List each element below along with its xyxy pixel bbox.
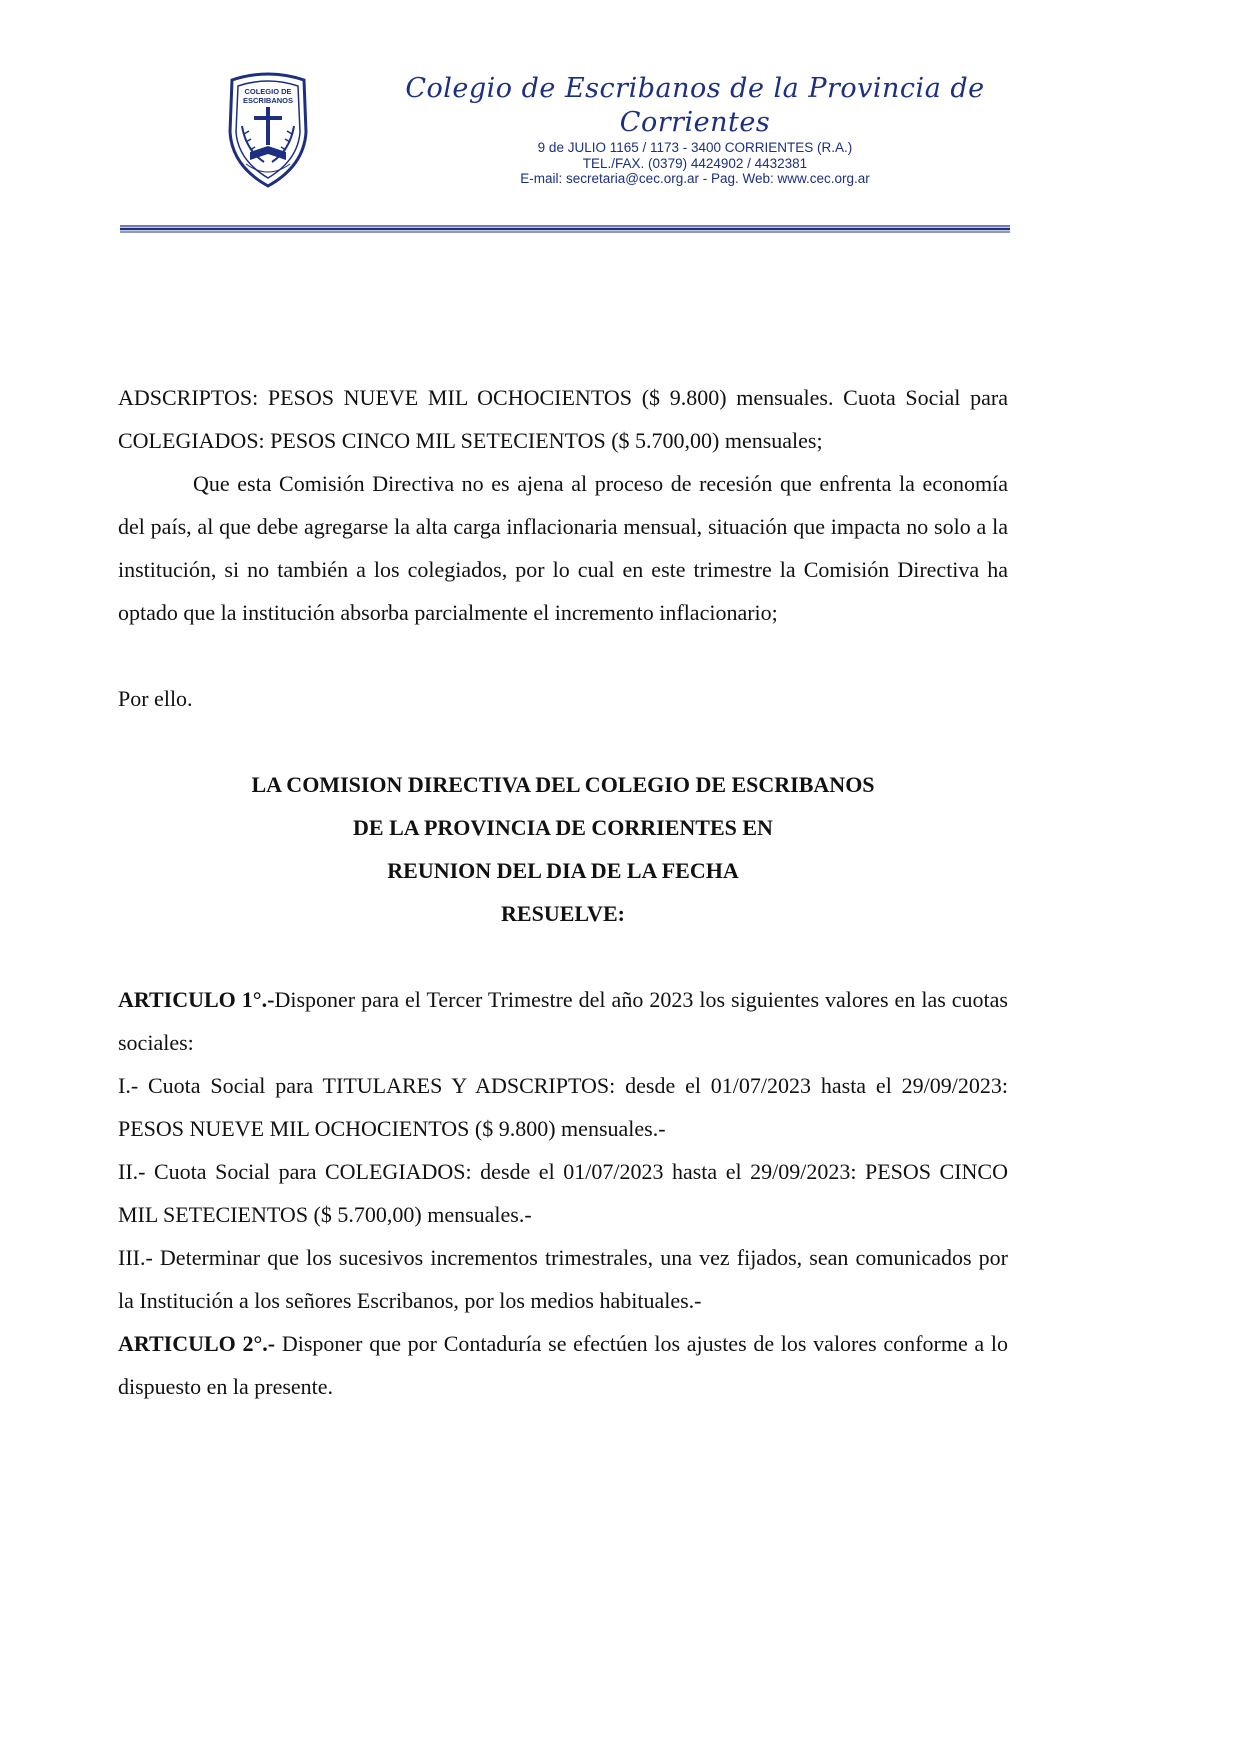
article-2 — [118, 1322, 1008, 1408]
article-1-label: ARTICULO 1°.- — [118, 987, 275, 1012]
institution-name: Colegio de Escribanos de la Provincia de Corrientes — [405, 73, 985, 138]
institution-contact: E-mail: secretaria@cec.org.ar - Pag. Web: www.cec.org.ar — [520, 171, 870, 186]
article-2-text: Disponer que por Contaduría se efectúen los ajustes de los valores conforme a lo dispuesto en la presente. — [118, 1331, 1008, 1399]
paragraph-adscriptos: ADSCRIPTOS: PESOS NUEVE MIL OCHOCIENTOS ($ 9.800) mensuales. Cuota Social para COLEGIADOS: PESOS CINCO MIL SETECIENTOS ($ 5.700,00) mensuales; — [118, 385, 1008, 453]
resolution-heading-line-2: DE LA PROVINCIA DE CORRIENTES EN — [353, 815, 773, 840]
article-1-item-3: III.- Determinar que los sucesivos incrementos trimestrales, una vez fijados, sean comunicados por la Institución a los señores Escribanos, por los medios habituales.- — [118, 1245, 1008, 1313]
article-2-label: ARTICULO 2°.- — [118, 1331, 276, 1356]
document-body — [118, 376, 1008, 1408]
article-1-text: Disponer para el Tercer Trimestre del año 2023 los siguientes valores en las cuotas sociales: — [118, 987, 1008, 1055]
paragraph-por-ello: Por ello. — [118, 686, 193, 711]
resolution-heading-line-1: LA COMISION DIRECTIVA DEL COLEGIO DE ESCRIBANOS — [251, 772, 875, 797]
institution-address: 9 de JULIO 1165 / 1173 - 3400 CORRIENTES (R.A.) — [537, 140, 853, 155]
resolution-heading-resuelve: RESUELVE: — [501, 901, 625, 926]
letterhead — [120, 70, 1010, 188]
paragraph-considerando: Que esta Comisión Directiva no es ajena al proceso de recesión que enfrenta la economía del país, al que debe agregarse la alta carga inflacionaria mensual, situación que impacta no solo a la institución, si no también a los colegiados, por lo cual en este trimestre la Comisión Directiva ha optado que la institución absorba parcialmente el incremento inflacionario; — [118, 471, 1008, 625]
svg-text:ESCRIBANOS: ESCRIBANOS — [242, 96, 294, 105]
svg-text:COLEGIO DE: COLEGIO DE — [244, 87, 292, 96]
institution-phone: TEL./FAX. (0379) 4424902 / 4432381 — [582, 155, 808, 171]
article-1 — [118, 978, 1008, 1064]
letterhead-text — [380, 72, 1010, 187]
article-1-item-2: II.- Cuota Social para COLEGIADOS: desde el 01/07/2023 hasta el 29/09/2023: PESOS CINCO MIL SETECIENTOS ($ 5.700,00) mensuales.- — [118, 1159, 1008, 1227]
article-1-item-1: I.- Cuota Social para TITULARES Y ADSCRIPTOS: desde el 01/07/2023 hasta el 29/09/2023: PESOS NUEVE MIL OCHOCIENTOS ($ 9.800) mensuales.- — [118, 1073, 1008, 1141]
resolution-heading-line-3: REUNION DEL DIA DE LA FECHA — [387, 858, 739, 883]
